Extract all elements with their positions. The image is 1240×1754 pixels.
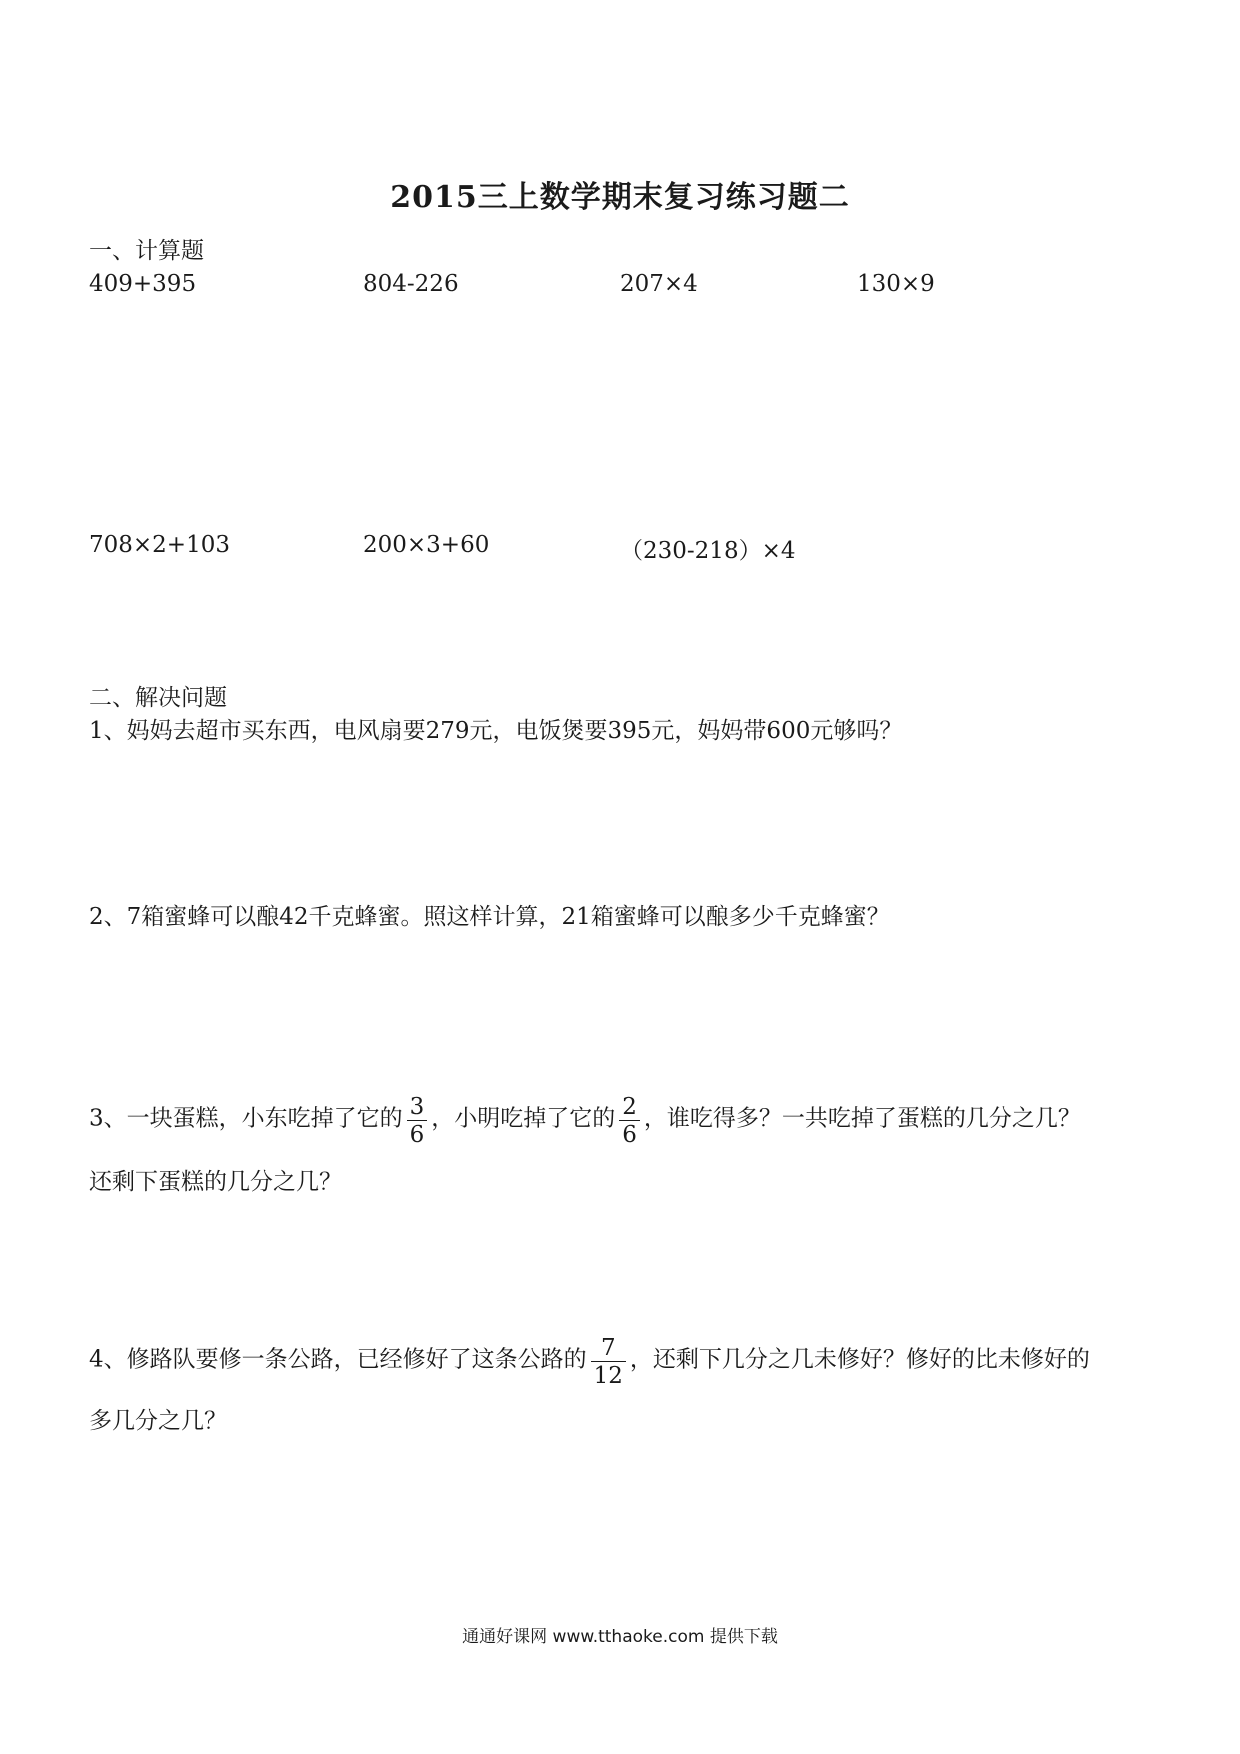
fraction-numerator: 7: [591, 1335, 626, 1362]
question-3-text-3: ，谁吃得多？一共吃掉了蛋糕的几分之几？: [643, 1105, 1081, 1132]
question-4: [89, 1333, 1090, 1388]
question-1: 1、妈妈去超市买东西，电风扇要279元，电饭煲要395元，妈妈带600元够吗？: [89, 718, 903, 744]
fraction-numerator: 3: [407, 1094, 428, 1121]
question-2: 2、7箱蜜蜂可以酿42千克蜂蜜。照这样计算，21箱蜜蜂可以酿多少千克蜂蜜？: [89, 904, 890, 930]
fraction-denominator: 12: [593, 1363, 623, 1389]
footer-source: 通通好课网 www.tthaoke.com 提供下载: [462, 1627, 778, 1647]
question-4-text-2: ，还剩下几分之几未修好？修好的比未修好的: [629, 1346, 1090, 1373]
fraction-denominator: 6: [622, 1122, 637, 1148]
page-title: 2015三上数学期末复习练习题二: [390, 180, 850, 215]
question-4-text-1: 4、修路队要修一条公路，已经修好了这条公路的: [89, 1346, 587, 1373]
expression: 409+395: [89, 271, 197, 297]
fraction-7-12: [591, 1335, 626, 1390]
section-heading-calculation: 一、计算题: [89, 238, 204, 264]
question-3: [89, 1092, 1081, 1147]
section-heading-problems: 二、解决问题: [89, 685, 227, 711]
expression: 804-226: [363, 271, 459, 297]
fraction-denominator: 6: [409, 1122, 425, 1148]
expression: 130×9: [857, 271, 935, 297]
question-3-text-1: 3、一块蛋糕，小东吃掉了它的: [89, 1105, 403, 1132]
expression: 200×3+60: [363, 532, 490, 558]
question-3-line-2: 还剩下蛋糕的几分之几？: [89, 1169, 342, 1195]
fraction-3-6: [407, 1094, 428, 1149]
fraction-2-6: [619, 1094, 640, 1149]
fraction-numerator: 2: [619, 1094, 640, 1121]
question-4-line-2: 多几分之几？: [89, 1408, 227, 1434]
expression: （230-218）×4: [620, 538, 796, 564]
question-3-text-2: ，小明吃掉了它的: [431, 1105, 616, 1132]
expression: 708×2+103: [89, 532, 230, 558]
expression: 207×4: [620, 271, 698, 297]
